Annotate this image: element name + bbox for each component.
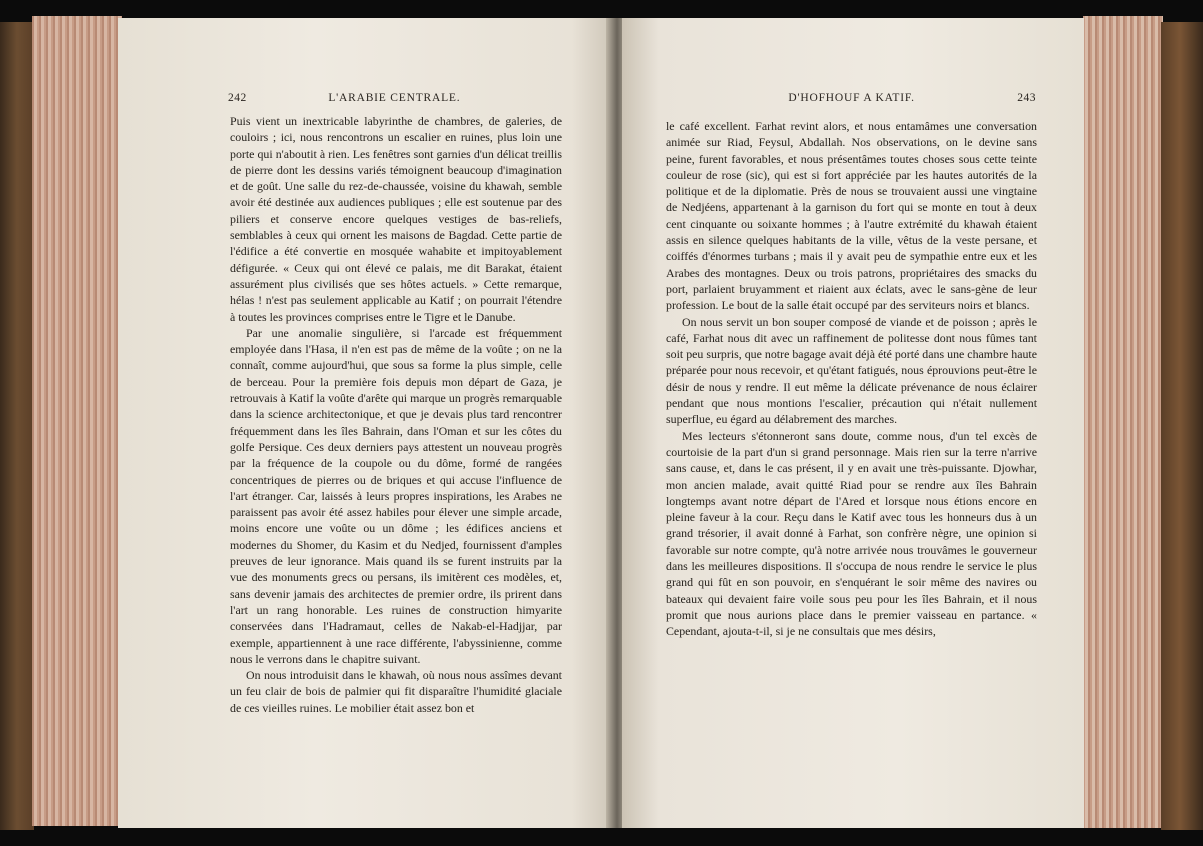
page-stack-right — [1083, 16, 1163, 828]
left-page — [118, 18, 611, 828]
running-title: D'HOFHOUF A KATIF. — [788, 92, 915, 104]
paragraph: Puis vient un inextricable labyrinthe de chambres, de galeries, de couloirs ; ici, nous rencontrons un escalier en ruines, plus loin une porte qui n'aboutit à rien. Les fenêtres sont garnies d'un délicat treillis de pierre dont les dessins variés témoignent beaucoup d'imagination et de goût. Une salle du rez-de-chaussée, voisine du khawah, semble avoir été destinée aux audiences publiques ; elle est soutenue par des piliers et conserve encore quelques vestiges de bas-reliefs, semblables à ceux qui ornent les maisons de Bagdad. Cette partie de l'édifice a été convertie en mosquée wahabite et impitoyablement défigurée. « Ceux qui ont élevé ce palais, me dit Barakat, étaient assurément plus civilisés que ses hôtes actuels. » Cette remarque, hélas ! n'est pas seulement applicable au Katif ; on pourrait l'étendre à toutes les provinces comprises entre le Tigre et le Danube. — [230, 114, 562, 324]
book-cover-right-edge — [1161, 22, 1203, 830]
paragraph: On nous introduisit dans le khawah, où nous nous assîmes devant un feu clair de bois de palmier qui fit disparaître l'humidité glaciale de ces vieilles ruines. Le mobilier était assez bon et — [230, 668, 562, 715]
page-stack-left — [32, 16, 122, 826]
right-page — [622, 18, 1084, 828]
right-page-header — [666, 92, 1036, 104]
running-title: L'ARABIE CENTRALE. — [328, 92, 461, 104]
right-page-body — [666, 118, 1037, 640]
page-number: 242 — [228, 92, 247, 104]
paragraph: Mes lecteurs s'étonneront sans doute, comme nous, d'un tel excès de courtoisie de la part d'un si grand personnage. Mais rien sur la terre n'arrive sans cause, et, dans le cas présent, il y en avait une très-puissante. Djowhar, mon ancien malade, avait quitté Riad pour se rendre aux îles Bahrain longtemps avant notre départ de l'Ared et lorsque nous étions encore en pleine faveur à la cour. Reçu dans le Katif avec tous les honneurs dus à un grand trésorier, il avait donné à Farhat, son confrère nègre, une opinion si favorable sur notre compte, qu'à notre arrivée nous trouvâmes le gouverneur dans les meilleures dispositions. Il s'occupa de nous rendre le service le plus grand qui fût en son pouvoir, en s'enquérant le soir même des navires ou bateaux qui devaient faire voile sous peu pour les îles Bahrain, et il nous promit que nous aurions place dans le premier vaisseau en partance. « Cependant, ajouta-t-il, si je ne consultais que mes désirs, — [666, 428, 1037, 639]
paragraph: Par une anomalie singulière, si l'arcade est fréquemment employée dans l'Hasa, il n'en est pas de même de la voûte ; on ne la connaît, comme aujourd'hui, que sous sa forme la plus simple, celle de berceau. Pour la première fois depuis mon départ de Gaza, je retrouvais à Katif la voûte d'arête qui marque un progrès remarquable dans la science architectonique, et que je devais plus tard rencontrer fréquemment dans les îles Bahrain, dans l'Oman et sur les côtes du golfe Persique. Ces deux derniers pays attestent un nouveau progrès par la fréquence de la coupole ou du dôme, formé de rangées concentriques de pierres ou de briques et qui accuse l'influence de l'art étranger. Car, laissés à leurs propres inspirations, les Arabes ne paraissent pas avoir été assez habiles pour élever une simple arcade, moins encore une voûte ou un dôme ; les édifices anciens et modernes du Shomer, du Kasim et du Nedjed, fournissent d'amples preuves de leur ignorance. Mais quand ils se furent instruits par la vue des monuments grecs ou persans, ils imitèrent ces modèles, et, sans devenir jamais des architectes de premier ordre, ils prirent dans l'art un rang honorable. Les ruines de construction himyarite conservées dans l'Hadramaut, celles de Nakab-el-Hadjjar, par exemple, appartiennent à une race différente, l'abyssinienne, comme nous le verrons dans le chapitre suivant. — [230, 325, 562, 666]
paragraph: le café excellent. Farhat revint alors, et nous entamâmes une conversation animée sur Riad, Feysul, Abdallah. Nos observations, on le devine sans peine, furent favorables, et nous présentâmes toutes choses sous cette teinte couleur de rose (sic), qui est si fort appréciée par les hautes autorités de la politique et de la diplomatie. Près de nous se trouvaient aussi une vingtaine de Nedjéens, appartenant à la garnison du fort qui se monte en tout à deux cent cinquante ou soixante hommes ; à l'autre extrémité du khawah étaient assis en silence quelques habitants de la ville, vêtus de la veste persane, et coiffés d'énormes turbans ; mais il y avait peu de sympathie entre eux et les Arabes des montagnes. Deux ou trois patrons, propriétaires des smacks du port, parlaient bruyamment et riaient aux éclats, avec le sans-gène de leur profession. Le bout de la salle était occupé par des serviteurs noirs et blancs. — [666, 119, 1037, 313]
book-cover-left-edge — [0, 22, 34, 830]
left-page-body — [230, 113, 562, 716]
paragraph: On nous servit un bon souper composé de viande et de poisson ; après le café, Farhat nous dit avec un raffinement de politesse dont nous fûmes tant soit peu surpris, que notre bagage avait déjà été porté dans une chambre haute préparée pour nous recevoir, et qu'étant fatigués, nous éprouvions peut-être le désir de nous y rendre. Il eut même la délicate prévenance de nous éclairer pendant que nous montions l'escalier, précaution qui n'était nullement superflue, eu égard au délabrement des marches. — [666, 314, 1037, 427]
left-page-header — [228, 92, 562, 104]
page-number: 243 — [1017, 92, 1036, 104]
